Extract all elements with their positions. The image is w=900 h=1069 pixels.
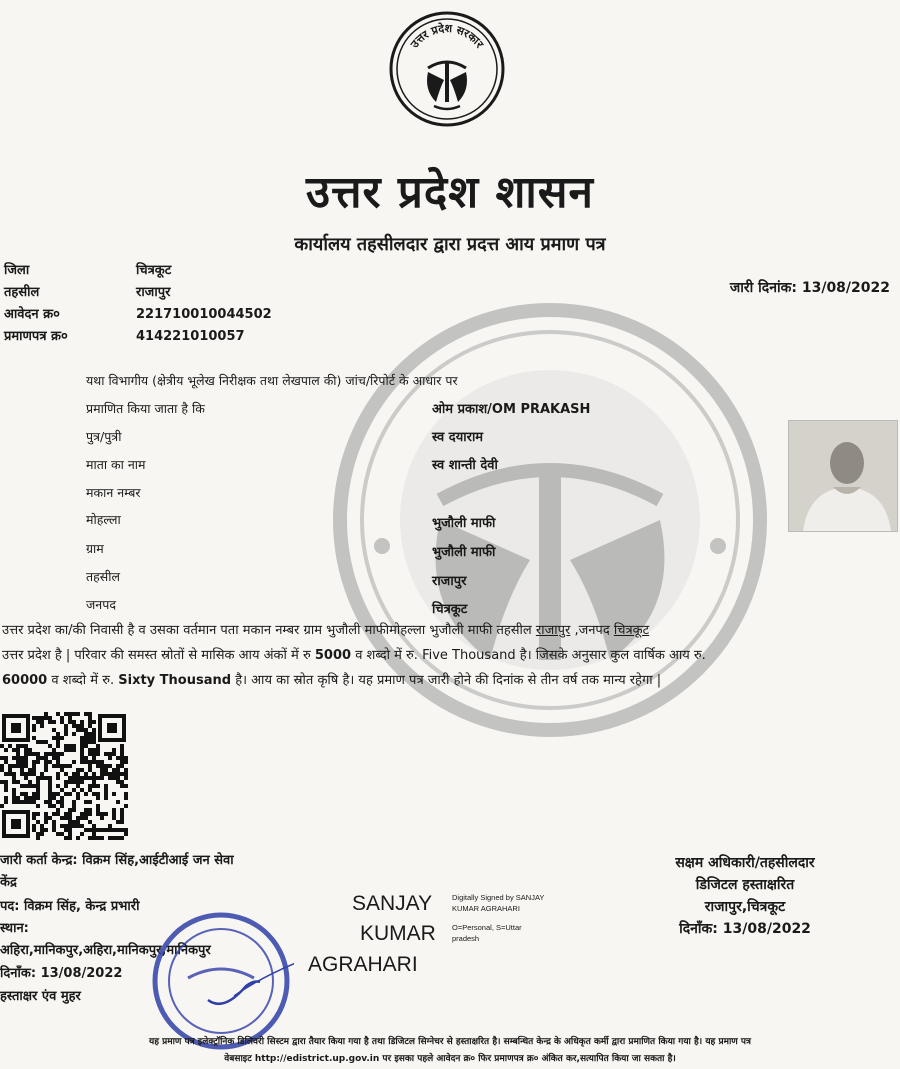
footer-note-line-2: वेबसाइट http://edistrict.up.gov.in पर इसका पहले आवेदन क्र० फिर प्रमाणपत्र क्र० अंकित कर,सत्यापित किया जा सकता है। (224, 1054, 676, 1064)
field-label: ग्राम (86, 541, 104, 556)
meta-application-number: आवेदन क्र० 221710010044502 (4, 307, 272, 322)
signature-detail-line-4: pradesh (452, 934, 480, 943)
authority-title: सक्षम अधिकारी/तहसीलदार (675, 855, 815, 871)
income-paragraph-line-3: 60000 व शब्दो में रु. Sixty Thousand है। आय का स्रोत कृषि है। यह प्रमाण पत्र जारी होने की दिनांक से तीन वर्ष तक मान्य रहेगा | (2, 673, 662, 688)
up-government-emblem (388, 10, 506, 128)
signer-name-line-3: AGRAHARI (308, 953, 418, 976)
meta-tehsil: तहसील राजापुर (4, 285, 171, 300)
field-value-tehsil: राजापुर (432, 574, 467, 589)
field-label: पुत्र/पुत्री (86, 429, 122, 444)
field-value-district: चित्रकूट (432, 602, 468, 617)
signature-detail-line-2: KUMAR AGRAHARI (452, 904, 520, 913)
signature-detail-line-1: Digitally Signed by SANJAY (452, 893, 545, 902)
field-value-village: भुजौली माफी (432, 545, 496, 560)
person-silhouette-icon (789, 421, 897, 531)
centre-seal-stamp (148, 908, 294, 1054)
issuer-date: दिनाँक: 13/08/2022 (0, 966, 123, 981)
page-title: उत्तर प्रदेश शासन (306, 167, 594, 218)
signer-name-line-2: KUMAR (360, 922, 436, 945)
field-label: तहसील (86, 569, 120, 584)
intro-text: यथा विभागीय (क्षेत्रीय भूलेख निरीक्षक तथा लेखपाल की) जांच/रिपोर्ट के आधार पर (86, 373, 458, 388)
issuer-centre-cont: केंद्र (0, 875, 17, 890)
field-label: मकान नम्बर (86, 485, 141, 500)
issuer-place: अहिरा,मानिकपुर,अहिरा,मानिकपुर,मानिकपुर (0, 943, 211, 958)
issuer-post: पद: विक्रम सिंह, केन्द्र प्रभारी (0, 899, 140, 914)
authority-place: राजापुर,चित्रकूट (704, 899, 786, 915)
income-paragraph-line-2: उत्तर प्रदेश है | परिवार की समस्त स्रोतों से मासिक आय अंकों में रु 5000 व शब्दो में रु. Five Thousand है। जिसके अनुसार कुल वार्षिक आय रु. (2, 648, 706, 663)
address-paragraph-line-1: उत्तर प्रदेश का/की निवासी है व उसका वर्तमान पता मकान नम्बर ग्राम भुजौली माफीमोहल्ला भुजौली माफी तहसील राजापुर ,जनपद चित्रकूट (2, 623, 650, 638)
field-label: जनपद (86, 597, 116, 612)
applicant-photo (788, 420, 898, 532)
issue-date: जारी दिनांक: 13/08/2022 (729, 280, 890, 296)
field-label: प्रमाणित किया जाता है कि (86, 401, 205, 416)
emblem-text: उत्तर प्रदेश सरकार (408, 21, 487, 51)
issuer-place-label: स्थान: (0, 921, 29, 936)
field-value-mother: स्व शान्ती देवी (432, 458, 498, 473)
field-label: माता का नाम (86, 457, 146, 472)
meta-district: जिला चित्रकूट (4, 263, 172, 278)
authority-date: दिनाँक: 13/08/2022 (679, 921, 811, 937)
field-value-parent: स्व दयाराम (432, 430, 484, 445)
meta-certificate-number: प्रमाणपत्र क्र० 414221010057 (4, 329, 245, 344)
authority-block (620, 852, 870, 940)
field-label: मोहल्ला (86, 512, 121, 527)
issuer-sign-label: हस्ताक्षर एंव मुहर (0, 989, 81, 1004)
qr-code[interactable] (0, 712, 128, 840)
signature-detail-line-3: O=Personal, S=Uttar (452, 923, 522, 932)
field-value-locality: भुजौली माफी (432, 516, 496, 531)
signer-name-line-1: SANJAY (352, 892, 433, 915)
svg-text:उत्तर प्रदेश सरकार (407, 21, 486, 51)
footer-note-line-1: यह प्रमाण पत्र इलेक्ट्रॉनिक डिलिवरी सिस्टम द्वारा तैयार किया गया है तथा डिजिटल सिग्नेचर से हस्ताक्षरित है। सम्बन्धित केन्द्र के अधिकृत कर्मी द्वारा प्रमाणित किया गया है। यह प्रमाण पत्र (148, 1037, 752, 1047)
field-value-name: ओम प्रकाश/OM PRAKASH (432, 402, 591, 417)
page-subtitle: कार्यालय तहसीलदार द्वारा प्रदत्त आय प्रमाण पत्र (294, 234, 606, 255)
issuer-centre: जारी कर्ता केन्द्र: विक्रम सिंह,आईटीआई जन सेवा (0, 853, 234, 868)
authority-digital-signed: डिजिटल हस्ताक्षरित (695, 877, 795, 893)
